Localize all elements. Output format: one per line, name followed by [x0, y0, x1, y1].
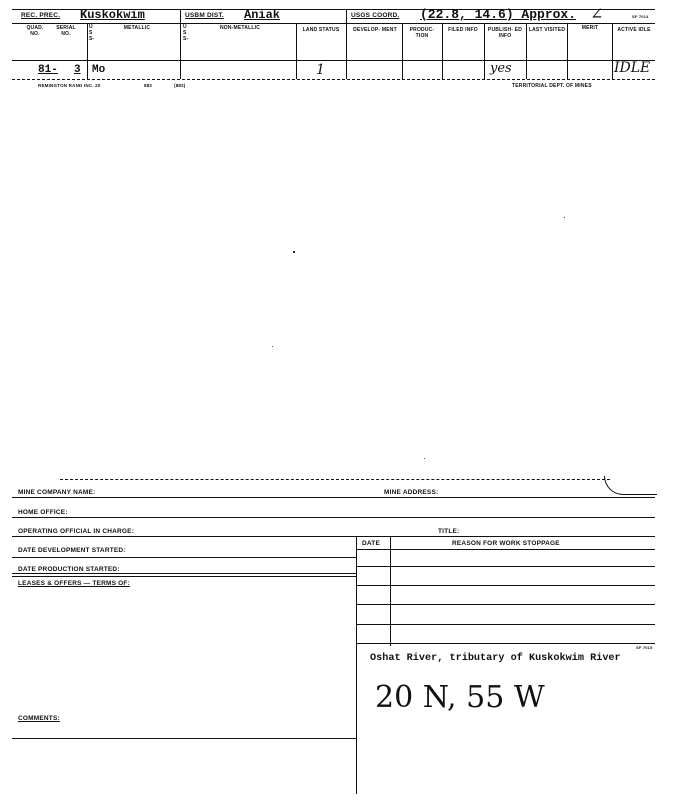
title-label: TITLE: — [438, 528, 460, 535]
speck-4 — [424, 458, 425, 459]
col-non-metallic: NON-METALLIC — [219, 25, 261, 31]
col-u: U — [89, 24, 93, 30]
footer-remington: REMINGTON RAND INC. 20 — [38, 83, 101, 88]
col-filed-info: FILED INFO — [448, 27, 478, 33]
col-s2: S — [183, 30, 187, 36]
handwritten-mark-top: ∠ — [590, 4, 604, 23]
row-land-status: 1 — [316, 62, 325, 78]
row-quad: 81- — [38, 64, 58, 76]
col-metallic: METALLIC — [123, 25, 151, 31]
footer-territorial: TERRITORIAL DEPT. OF MINES — [512, 83, 592, 89]
speck-2 — [564, 217, 565, 218]
form-number-bottom: SF 7015 — [636, 645, 653, 650]
col-development: DEVELOP- MENT — [353, 27, 397, 33]
mine-company-label: MINE COMPANY NAME: — [18, 489, 96, 496]
speck-3 — [272, 346, 273, 347]
col-u2: U — [183, 24, 187, 30]
col-s-dash: S- — [89, 36, 95, 42]
date-header: DATE — [362, 540, 381, 547]
rec-prec-value: Kuskokwim — [80, 8, 145, 22]
footer-code-1: 882 — [144, 83, 153, 88]
usgs-coord-label: USGS COORD. — [351, 12, 400, 19]
col-quad-no: QUAD. NO. — [26, 25, 44, 37]
col-serial-no: SERIAL NO. — [56, 25, 76, 37]
col-s: S — [89, 30, 93, 36]
row-published: yes — [490, 61, 512, 76]
home-office-label: HOME OFFICE: — [18, 509, 68, 516]
col-s-dash2: S- — [183, 36, 189, 42]
row-active: IDLE — [614, 60, 651, 76]
reason-header: REASON FOR WORK STOPPAGE — [452, 540, 560, 547]
col-active-idle: ACTIVE IDLE — [617, 27, 651, 33]
torn-edge-curve — [604, 476, 657, 495]
row-serial: 3 — [74, 64, 81, 76]
col-published-info: PUBLISH- ED INFO — [487, 27, 523, 39]
dev-started-label: DATE DEVELOPMENT STARTED: — [18, 547, 126, 554]
location-note: Oshat River, tributary of Kuskokwim River — [370, 653, 621, 664]
col-merit: MERIT — [581, 25, 599, 31]
leases-label: LEASES & OFFERS — TERMS OF: — [18, 580, 130, 587]
prod-started-label: DATE PRODUCTION STARTED: — [18, 566, 120, 573]
usbm-dist-label: USBM DIST. — [185, 12, 224, 19]
operating-official-label: OPERATING OFFICIAL IN CHARGE: — [18, 528, 135, 535]
col-land-status: LAND STATUS — [302, 27, 340, 33]
usgs-coord-value: (22.8, 14.6) Approx. — [420, 7, 577, 22]
col-last-visited: LAST VISITED — [528, 27, 566, 33]
row-metallic: Mo — [92, 64, 106, 76]
footer-code-2: (882) — [174, 83, 186, 88]
speck-1 — [293, 251, 295, 253]
handwritten-coordinates: 20 N, 55 W — [375, 680, 545, 715]
comments-label: COMMENTS: — [18, 715, 60, 722]
rec-prec-label: REC. PREC. — [21, 12, 61, 19]
col-production: PRODUC- TION — [409, 27, 435, 39]
mine-address-label: MINE ADDRESS: — [384, 489, 439, 496]
usbm-dist-value: Aniak — [244, 8, 281, 22]
form-number-top: SF 7014 — [632, 14, 649, 19]
